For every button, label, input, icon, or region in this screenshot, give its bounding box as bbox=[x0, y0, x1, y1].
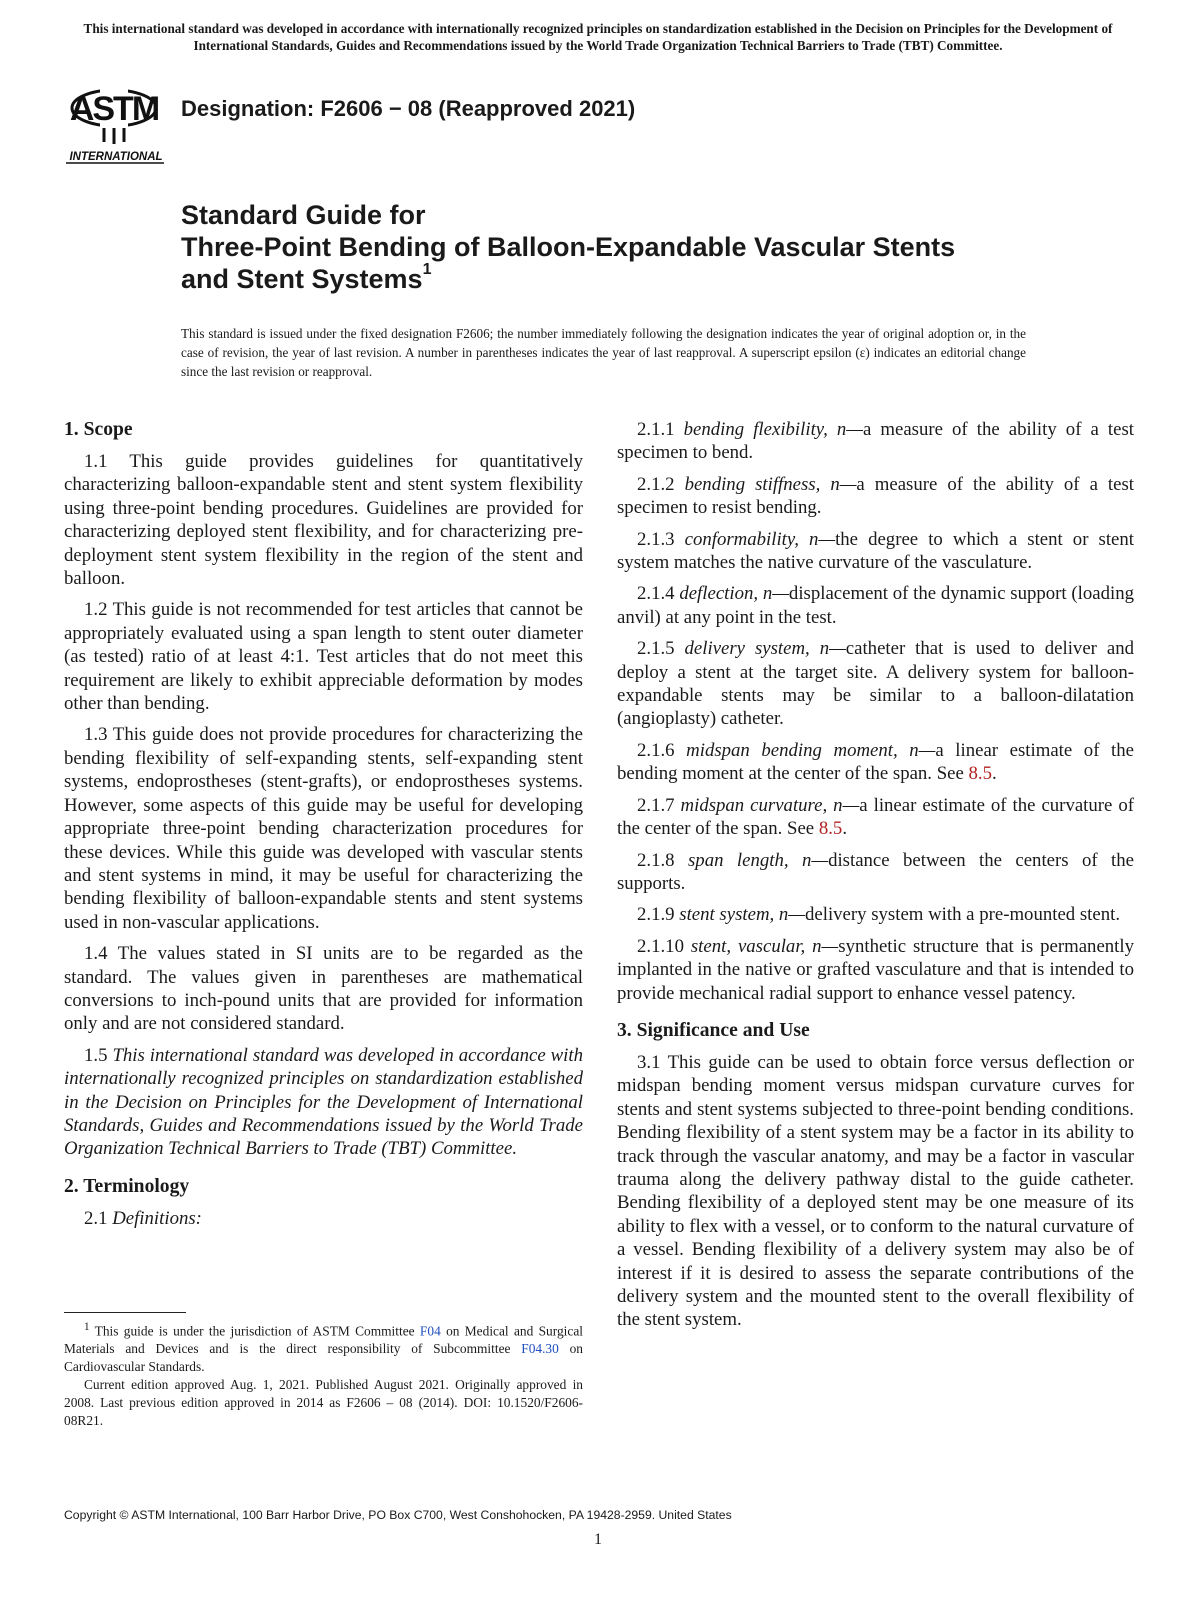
definition-term: span length, n— bbox=[688, 849, 829, 871]
paragraph-1-5 bbox=[64, 1044, 583, 1161]
definition-item bbox=[617, 739, 1134, 786]
document-title bbox=[181, 199, 1081, 295]
definition-item bbox=[617, 794, 1134, 841]
issue-note: This standard is issued under the fixed designation F2606; the number immediately following the designation indicates the year of original adoption or, in the case of revision, the year of last revision. A number in parentheses indicates the year of last reapproval. A superscript epsilon (ε) indicates an editorial change since the last revision or reapproval. bbox=[181, 326, 1026, 379]
title-footnote-mark: 1 bbox=[422, 261, 432, 278]
definition-number: 2.1.2 bbox=[637, 473, 675, 495]
definition-number: 2.1.7 bbox=[637, 794, 675, 816]
section-8-5-link[interactable]: 8.5 bbox=[818, 818, 843, 840]
definition-text: synthetic structure that is permanently implanted in the native or grafted vasculature and that is intended to provide mechanical radial support to enhance vessel patency. bbox=[617, 935, 1134, 1004]
astm-logo bbox=[64, 68, 168, 168]
paragraph-2-1-label: Definitions: bbox=[112, 1207, 202, 1229]
definition-item bbox=[617, 418, 1134, 465]
footnote-rule bbox=[64, 1312, 186, 1313]
definition-number: 2.1.5 bbox=[637, 638, 675, 660]
definition-term: stent, vascular, n— bbox=[690, 935, 839, 957]
title-line-2: Three-Point Bending of Balloon-Expandable Vascular Stents bbox=[181, 232, 956, 262]
significance-heading: 3. Significance and Use bbox=[617, 1019, 810, 1041]
paragraph-3-1: 3.1 This guide can be used to obtain force versus deflection or midspan bending moment versus midspan curvature curves for stents and stent systems subjected to three-point bending conditions. Bending flexibility of a stent system may be a factor in its ability to track through the vascular anatomy, and may be a factor in vascular trauma along the delivery pathway distal to the guide catheter. Bending flexibility of a deployed stent may be one measure of its ability to flex with a vessel, or to conform to the natural curvature of a vessel. Bending flexibility of a delivery system may also be of interest if it is desired to assess the separate contributions of the delivery system and the mounted stent to the overall flexibility of the stent system. bbox=[617, 1051, 1134, 1331]
definition-text: delivery system with a pre-mounted stent. bbox=[805, 904, 1121, 926]
definition-item bbox=[617, 903, 1134, 926]
definitions-list bbox=[617, 418, 1134, 1005]
terminology-heading: 2. Terminology bbox=[64, 1175, 190, 1197]
footnote-edition: Current edition approved Aug. 1, 2021. Published August 2021. Originally approved in 2008. Last previous edition approved in 2014 as F2606 – 08 (2014). DOI: 10.1520/F2606-08R21. bbox=[64, 1377, 583, 1429]
paragraph-1-4: 1.4 The values stated in SI units are to be regarded as the standard. The values given in parentheses are mathematical conversions to inch-pound units that are provided for information only and are not considered standard. bbox=[64, 943, 583, 1035]
top-notice: This international standard was developed in accordance with internationally recognized principles on standardization established in the Decision on Principles for the Development of International Standards, Guides and Recommendations issued by the World Trade Organization Technical Barriers to Trade (TBT) Committee. bbox=[83, 21, 1113, 53]
logo-international: INTERNATIONAL bbox=[69, 151, 163, 163]
definition-text: displacement of the dynamic support (loading anvil) at any point in the test. bbox=[617, 583, 1134, 628]
page-number: 1 bbox=[594, 1531, 602, 1548]
definition-text: a linear estimate of the curvature of the center of the span. See bbox=[617, 794, 1134, 840]
definition-text: a measure of the ability of a test specimen to resist bending. bbox=[617, 473, 1134, 519]
definition-text: catheter that is used to deliver and deploy a stent at the target site. A delivery system for balloon-expandable stents may be similar to a balloon-dilatation (angioplasty) catheter. bbox=[617, 638, 1134, 730]
left-column bbox=[64, 418, 583, 1230]
title-line-3-text: and Stent Systems bbox=[181, 264, 423, 294]
definition-item bbox=[617, 473, 1134, 520]
definition-text: the degree to which a stent or stent system matches the native curvature of the vasculature. bbox=[617, 528, 1134, 574]
definition-term: deflection, n— bbox=[679, 583, 789, 605]
copyright: Copyright © ASTM International, 100 Barr Harbor Drive, PO Box C700, West Conshohocken, PA 19428-2959. United States bbox=[64, 1508, 732, 1522]
subcommittee-f04-30-link[interactable]: F04.30 bbox=[521, 1341, 559, 1357]
definition-number: 2.1.4 bbox=[637, 583, 675, 605]
definition-tail: . bbox=[992, 763, 997, 785]
scope-heading: 1. Scope bbox=[64, 419, 133, 440]
definition-item bbox=[617, 582, 1134, 629]
paragraph-1-5-number: 1.5 bbox=[84, 1044, 108, 1066]
definition-number: 2.1.9 bbox=[637, 904, 675, 926]
definition-term: bending flexibility, n— bbox=[683, 419, 863, 440]
footnote bbox=[64, 1318, 583, 1430]
logo-letters: ASTM bbox=[69, 90, 159, 128]
definition-item bbox=[617, 935, 1134, 1005]
astm-logo-graphic bbox=[64, 68, 168, 168]
paragraph-1-2: 1.2 This guide is not recommended for test articles that cannot be appropriately evaluated using a span length to stent outer diameter (as tested) ratio of at least 4:1. Test articles that do not meet this requirement are likely to exhibit appreciable deformation by modes other than bending. bbox=[64, 599, 583, 715]
definition-text: distance between the centers of the supports. bbox=[617, 849, 1135, 894]
footnote-text-2: on Medical and Surgical Materials and Devices and is the direct responsibility of Subcommittee bbox=[64, 1323, 583, 1357]
definition-number: 2.1.8 bbox=[637, 849, 675, 871]
paragraph-1-3: 1.3 This guide does not provide procedures for characterizing the bending flexibility of self-expanding stents, self-expanding stent systems, endoprostheses (stent-grafts), or endoprostheses systems. However, some aspects of this guide may be useful for developing appropriate three-point bending characterization procedures for these devices. While this guide was developed with vascular stents and stent systems in mind, it may be useful for characterizing the bending flexibility of balloon-expandable stents and stent systems used in non-vascular applications. bbox=[64, 724, 583, 933]
definition-text: a linear estimate of the bending moment at the center of the span. See bbox=[617, 739, 1134, 785]
definition-item bbox=[617, 528, 1134, 575]
definition-term: bending stiffness, n— bbox=[684, 473, 857, 495]
footnote-mark: 1 bbox=[84, 1321, 90, 1333]
definition-number: 2.1.6 bbox=[637, 739, 675, 761]
title-line-3 bbox=[181, 263, 1081, 295]
paragraph-2-1 bbox=[64, 1207, 583, 1230]
right-column bbox=[617, 418, 1134, 1332]
footnote-text-3: on Cardiovascular Standards. bbox=[64, 1341, 583, 1375]
paragraph-1-5-text: This international standard was developed in accordance with internationally recognized principles on standardization established in the Decision on Principles for the Development of International Standards, Guides and Recommendations issued by the World Trade Organization Technical Barriers to Trade (TBT) Committee. bbox=[64, 1044, 583, 1160]
title-line-1: Standard Guide for bbox=[181, 200, 426, 230]
footnote-jurisdiction bbox=[64, 1318, 583, 1376]
definition-term: stent system, n— bbox=[679, 904, 805, 926]
definition-item bbox=[617, 849, 1134, 896]
definition-item bbox=[617, 637, 1134, 731]
definition-term: midspan curvature, n— bbox=[680, 794, 860, 816]
paragraph-1-1: 1.1 This guide provides guidelines for quantitatively characterizing balloon-expandable stent and stent system flexibility using three-point bending procedures. Guidelines are provided for characterizing deployed stent flexibility, and for characterizing pre-deployment stent system flexibility in the region of the stent and balloon. bbox=[64, 451, 583, 590]
definition-term: delivery system, n— bbox=[684, 638, 846, 660]
section-8-5-link[interactable]: 8.5 bbox=[968, 763, 993, 785]
committee-f04-link[interactable]: F04 bbox=[419, 1323, 441, 1339]
definition-text: a measure of the ability of a test specimen to bend. bbox=[617, 419, 1134, 464]
definition-tail: . bbox=[842, 818, 848, 840]
designation: Designation: F2606 − 08 (Reapproved 2021) bbox=[181, 96, 636, 121]
definition-term: conformability, n— bbox=[684, 528, 836, 550]
definition-number: 2.1.1 bbox=[637, 419, 675, 440]
paragraph-2-1-number: 2.1 bbox=[84, 1207, 108, 1229]
footnote-text-1: This guide is under the jurisdiction of ASTM Committee bbox=[89, 1323, 420, 1339]
definition-term: midspan bending moment, n— bbox=[686, 739, 936, 761]
definition-number: 2.1.10 bbox=[637, 935, 684, 957]
definition-number: 2.1.3 bbox=[637, 528, 675, 550]
